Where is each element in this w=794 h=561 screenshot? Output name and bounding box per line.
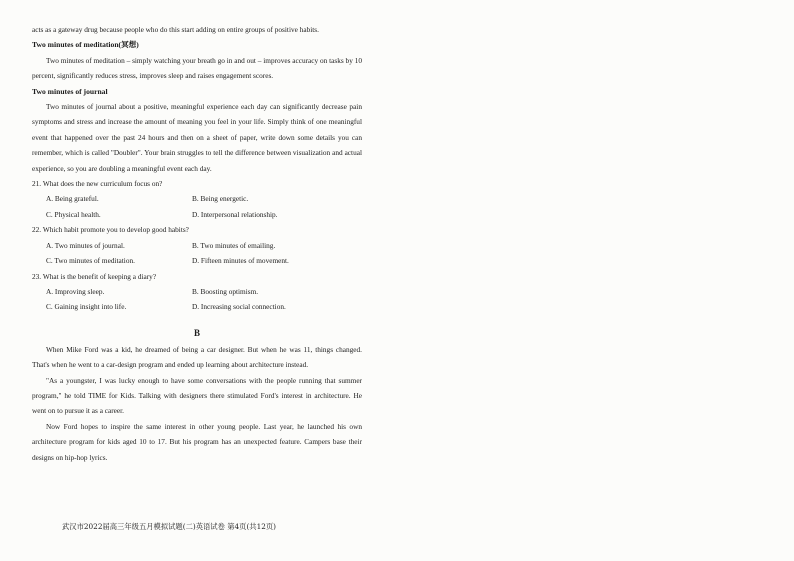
question-options xyxy=(32,191,362,222)
section-body-journal: Two minutes of journal about a positive, meaningful experience each day can significantly decrease pain symptoms and stress and increase the amount of meaning you feel in your life. Simply think of one meaningful event that happened over the past 24 hours and then on a sheet of paper, write down some details you can remember, which is called "Doubler". Your brain struggles to tell the difference between visualization and actual experience, so you are doubling a meaningful event each day. xyxy=(32,102,362,173)
option-c: C. Physical health. xyxy=(46,209,101,219)
passage-a-intro-continuation: acts as a gateway drug because people who do this start adding on entire groups of positive habits. xyxy=(32,25,319,34)
question-23 xyxy=(32,269,362,315)
option-d: D. Interpersonal relationship. xyxy=(192,209,278,219)
question-stem: 22. Which habit promote you to develop good habits? xyxy=(32,225,189,235)
question-22 xyxy=(32,222,362,268)
question-21 xyxy=(32,176,362,222)
question-stem: 23. What is the benefit of keeping a diary? xyxy=(32,271,157,281)
option-a: A. Two minutes of journal. xyxy=(46,240,125,250)
option-b: B. Being energetic. xyxy=(192,194,249,204)
question-options xyxy=(32,238,362,269)
passage-b-paragraph: When Mike Ford was a kid, he dreamed of being a car designer. But when he was 11, things changed. That's when he went to a car-design program and ended up learning about architecture instead. xyxy=(32,344,362,370)
option-b: B. Two minutes of emailing. xyxy=(192,240,276,250)
page-content xyxy=(32,22,362,465)
section-heading-meditation: Two minutes of meditation(冥想) xyxy=(32,40,139,50)
option-b: B. Boosting optimism. xyxy=(192,286,259,296)
section-heading-journal: Two minutes of journal xyxy=(32,86,108,96)
passage-b-label: B xyxy=(193,327,200,338)
option-c: C. Gaining insight into life. xyxy=(46,302,127,312)
option-d: D. Increasing social connection. xyxy=(192,302,286,312)
option-d: D. Fifteen minutes of movement. xyxy=(192,256,289,266)
page-footer: 武汉市2022届高三年级五月模拟试题(二)英语试卷 第4页(共12页) xyxy=(62,522,277,531)
section-body-meditation: Two minutes of meditation – simply watching your breath go in and out – improves accuracy on tasks by 10 percent, significantly reduces stress, improves sleep and raises engagement scores. xyxy=(32,55,362,81)
option-a: A. Improving sleep. xyxy=(46,286,105,296)
question-stem: 21. What does the new curriculum focus on? xyxy=(32,179,163,189)
option-a: A. Being grateful. xyxy=(46,194,99,204)
passage-b-paragraph: "As a youngster, I was lucky enough to have some conversations with the people running that summer program," he told TIME for Kids. Talking with designers there stimulated Ford's interest in architecture. He went on to pursue it as a career. xyxy=(32,375,362,416)
option-c: C. Two minutes of meditation. xyxy=(46,256,135,266)
passage-b-paragraph: Now Ford hopes to inspire the same interest in other young people. Last year, he launched his own architecture program for kids aged 10 to 17. But his program has an unexpected feature. Campers base their designs on hip-hop lyrics. xyxy=(32,421,362,462)
question-options xyxy=(32,284,362,315)
